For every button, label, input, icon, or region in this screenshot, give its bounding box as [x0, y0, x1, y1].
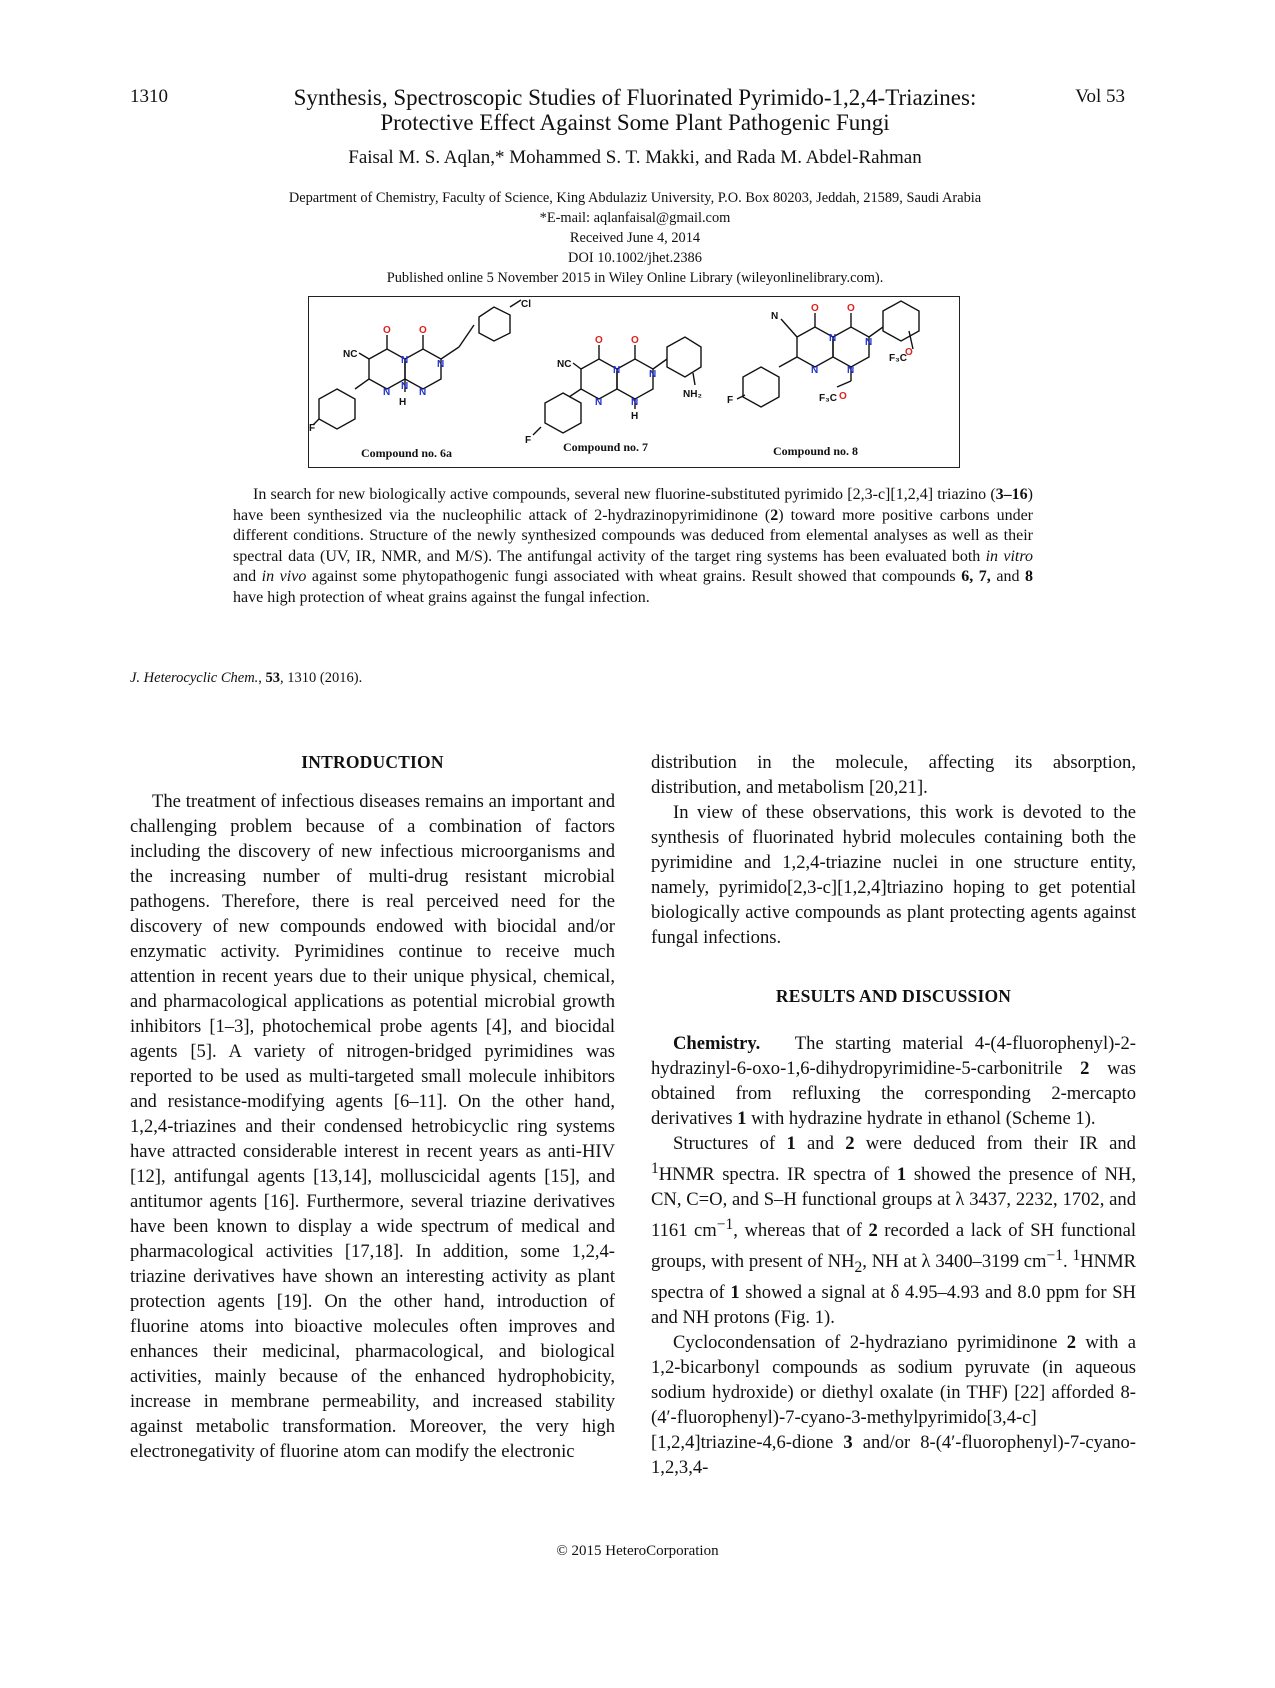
text-span: recorded a lack of SH functional groups, with present of NH	[651, 1220, 1136, 1273]
page-number: 1310	[130, 86, 168, 107]
doi[interactable]: DOI 10.1002/jhet.2386	[568, 250, 702, 266]
text-span: .	[1063, 1251, 1073, 1273]
atom-label: N	[649, 369, 657, 380]
graphical-abstract	[308, 296, 960, 468]
atom-label: N	[865, 337, 873, 348]
atom-label: N	[771, 311, 779, 322]
atom-label: F	[525, 435, 532, 446]
atom-label: F₃C	[819, 393, 837, 404]
text-span: were deduced from their IR and	[854, 1133, 1136, 1154]
abstract-bold: 8	[1025, 568, 1034, 586]
atom-label: F	[309, 423, 316, 434]
compound-ref: 2	[868, 1220, 878, 1242]
atom-label: NH₂	[683, 389, 702, 400]
superscript: −1	[1046, 1247, 1064, 1265]
atom-label: O	[631, 335, 639, 346]
text-span: with hydrazine hydrate in ethanol (Scheme 1).	[746, 1108, 1096, 1129]
atom-label: N	[829, 333, 837, 344]
atom-label: N	[631, 397, 639, 408]
superscript: −1	[716, 1216, 734, 1234]
atom-label: N	[811, 365, 819, 376]
atom-label: O	[595, 335, 603, 346]
copyright-footer: © 2015 HeteroCorporation	[556, 1543, 719, 1559]
atom-label: O	[905, 347, 913, 358]
atom-label: N	[401, 355, 409, 366]
intro-paragraph-1-continued: distribution in the molecule, affecting its absorption, distribution, and metabolism [20,21].	[651, 752, 1136, 798]
run-in-heading: Chemistry.	[673, 1033, 761, 1054]
atom-label: N	[847, 365, 855, 376]
atom-label: F₃C	[889, 353, 907, 364]
abstract-italic: in vitro	[985, 547, 1034, 565]
compound-label-8: Compound no. 8	[773, 444, 859, 458]
results-paragraph-3	[651, 1330, 1136, 1480]
compound-ref: 2	[1080, 1058, 1090, 1079]
atom-label: N	[419, 387, 427, 398]
atom-label: NC	[343, 349, 358, 360]
results-paragraph-2	[651, 1131, 1136, 1330]
atom-label: O	[383, 325, 391, 336]
text-span: showed the presence of NH, CN, C=O, and S–H functional groups at λ 3437, 2232, 1702, and 1161 cm	[651, 1164, 1136, 1242]
nitrogen-atoms	[383, 333, 872, 408]
intro-paragraph-1: The treatment of infectious diseases remains an important and challenging problem because of a combination of factors including the discovery of new infectious microorganisms and the increasing number of multi-drug resistant microbial pathogens. Therefore, there is real perceived need for the discovery of new compounds endowed with biocidal and/or enzymatic activity. Pyrimidines continue to receive much attention in recent years due to their unique physical, chemical, and pharmacological applications as potential microbial growth inhibitors [1–3], photochemical probe agents [4], and biocidal agents [5]. A variety of nitrogen-bridged pyrimidines was reported to be used as multi-targeted small molecule inhibitors and resistance-modifying agents [6–11]. On the other hand, 1,2,4-triazines and their condensed hetrobicyclic ring systems have attracted considerable interest in recent years as anti-HIV [12], antifungal agents [13,14], molluscicidal agents [15], and antitumor agents [16]. Furthermore, several triazine derivatives have been known to display a wide spectrum of medical and pharmacological activities [17,18]. In addition, some 1,2,4-triazine derivatives have shown an interesting activity as plant protection agents [19]. On the other hand, introduction of fluorine atoms into bioactive molecules often improves and enhances their medicinal, pharmacological, and biological activities, mainly because of the enhanced hydrophobicity, increase in membrane permeability, and increased stability against metabolic transformation. Moreover, the very high electronegativity of fluorine atom can modify the electronic	[130, 791, 615, 1462]
abstract-bold: 2	[770, 506, 779, 524]
citation-sep: ,	[258, 670, 266, 686]
atom-label: N	[437, 359, 445, 370]
citation-rest: , 1310 (2016).	[280, 670, 363, 686]
structure-7	[533, 337, 701, 435]
atom-label: O	[839, 391, 847, 402]
authors: Faisal M. S. Aqlan,* Mohammed S. T. Makki, and Rada M. Abdel-Rahman	[348, 147, 922, 168]
text-span: Structures of	[673, 1133, 787, 1154]
article-title	[200, 85, 1070, 135]
citation-journal: J. Heterocyclic Chem.	[130, 670, 259, 686]
abstract-text	[233, 485, 1033, 609]
right-column	[651, 750, 1136, 1480]
text-span: , NH at λ 3400–3199 cm	[862, 1251, 1047, 1273]
atom-label: N	[401, 381, 409, 392]
department: Department of Chemistry, Faculty of Science, King Abdulaziz University, P.O. Box 80203, Jeddah, 21589, Saudi Arabia	[288, 190, 982, 206]
superscript: 1	[1072, 1247, 1081, 1265]
compound-labels	[361, 440, 858, 460]
title-line-1: Synthesis, Spectroscopic Studies of Fluorinated Pyrimido-1,2,4-Triazines:	[293, 85, 977, 110]
results-paragraph-1	[651, 1031, 1136, 1131]
atom-label: O	[811, 303, 819, 314]
structure-6a	[313, 300, 521, 429]
abstract	[233, 485, 1033, 609]
text-span: with a 1,2-bicarbonyl compounds as sodium pyruvate (in aqueous sodium hydroxide) or diethyl oxalate (in THF) [22] afforded 8-(4′-fluorophenyl)-7-cyano-3-methylpyrimido[3,4-c][1,2,4]triazine-4,6-dione	[651, 1332, 1136, 1454]
text-span: and/or 8-(4′-fluorophenyl)-7-cyano-1,2,3,4-	[651, 1432, 1137, 1479]
abstract-bold: 6, 7,	[961, 568, 991, 586]
title-line-2: Protective Effect Against Some Plant Pathogenic Fungi	[380, 110, 890, 135]
abstract-span: against some phytopathogenic fungi associated with wheat grains. Result showed that compounds	[306, 568, 962, 586]
compound-ref: 1	[896, 1164, 907, 1186]
compound-ref: 1	[730, 1282, 740, 1304]
atom-label: Cl	[521, 299, 531, 310]
volume-label: Vol 53	[1075, 86, 1125, 107]
journal-citation	[130, 670, 362, 687]
atom-label: F	[727, 395, 734, 406]
text-span: was obtained from refluxing the corresponding 2-mercapto derivatives	[651, 1058, 1136, 1129]
abstract-bold: 3–16	[995, 486, 1028, 503]
text-span: The starting material 4-(4-fluorophenyl)-2-hydrazinyl-6-oxo-1,6-dihydropyrimidine-5-carbonitrile	[651, 1033, 1136, 1079]
email[interactable]: *E-mail: aqlanfaisal@gmail.com	[539, 210, 731, 226]
atom-label: NC	[557, 359, 572, 370]
compound-label-7: Compound no. 7	[563, 440, 649, 454]
compound-ref: 2	[845, 1133, 855, 1154]
text-span: Cyclocondensation of 2-hydraziano pyrimidinone	[673, 1332, 1067, 1354]
abstract-span: ) toward more positive carbons under different conditions. Structure of the newly synthesized compounds was deduced from elemental analyses as well as their spectral data (UV, IR, NMR, and M/S). The antifungal activity of the target ring systems has been evaluated both	[233, 506, 1033, 565]
text-span: , whereas that of	[733, 1220, 869, 1242]
atom-label: O	[419, 325, 427, 336]
abstract-span: and	[990, 568, 1026, 586]
chemical-structures	[309, 297, 961, 469]
received-date: Received June 4, 2014	[569, 230, 701, 246]
subscript: 2	[854, 1259, 863, 1277]
atom-label: H	[631, 411, 639, 422]
compound-ref: 2	[1066, 1332, 1076, 1354]
intro-paragraph-2: In view of these observations, this work is devoted to the synthesis of fluorinated hybrid molecules containing both the pyrimidine and 1,2,4-triazine nuclei in one structure entity, namely, pyrimido[2,3-c][1,2,4]triazino hoping to get potential biologically active compounds as plant protecting agents against fungal infections.	[651, 802, 1136, 948]
superscript: 1	[651, 1160, 659, 1177]
abstract-span: have high protection of wheat grains against the fungal infection.	[233, 588, 650, 606]
affiliation-block	[180, 188, 1090, 288]
text-span: HNMR spectra of	[651, 1251, 1137, 1304]
compound-ref: 3	[843, 1432, 853, 1454]
left-column	[130, 750, 615, 1464]
abstract-span: In search for new biologically active compounds, several new fluorine-substituted pyrimido [2,3-c][1,2,4] triazino (	[253, 486, 996, 503]
atom-label: N	[613, 365, 621, 376]
atom-label: N	[595, 397, 603, 408]
citation-volume: 53	[265, 670, 281, 686]
atom-label: O	[847, 303, 855, 314]
published-online: Published online 5 November 2015 in Wiley Online Library (wileyonlinelibrary.com).	[386, 270, 884, 286]
compound-ref: 1	[737, 1108, 747, 1129]
atom-label: N	[383, 387, 391, 398]
abstract-span: ) have been synthesized via the nucleophilic attack of 2-hydrazinopyrimidinone (	[233, 486, 1033, 524]
abstract-span: and	[233, 568, 262, 586]
compound-ref: 1	[786, 1133, 796, 1154]
results-heading: RESULTS AND DISCUSSION	[775, 986, 1012, 1006]
text-span: and	[795, 1133, 846, 1154]
compound-label-6a: Compound no. 6a	[361, 446, 453, 460]
introduction-heading: INTRODUCTION	[301, 752, 444, 772]
atom-label: H	[399, 397, 407, 408]
text-span: HNMR spectra. IR spectra of	[658, 1164, 897, 1186]
abstract-italic: in vivo	[261, 568, 307, 586]
text-span: showed a signal at δ 4.95–4.93 and 8.0 ppm for SH and NH protons (Fig. 1).	[651, 1282, 1136, 1329]
